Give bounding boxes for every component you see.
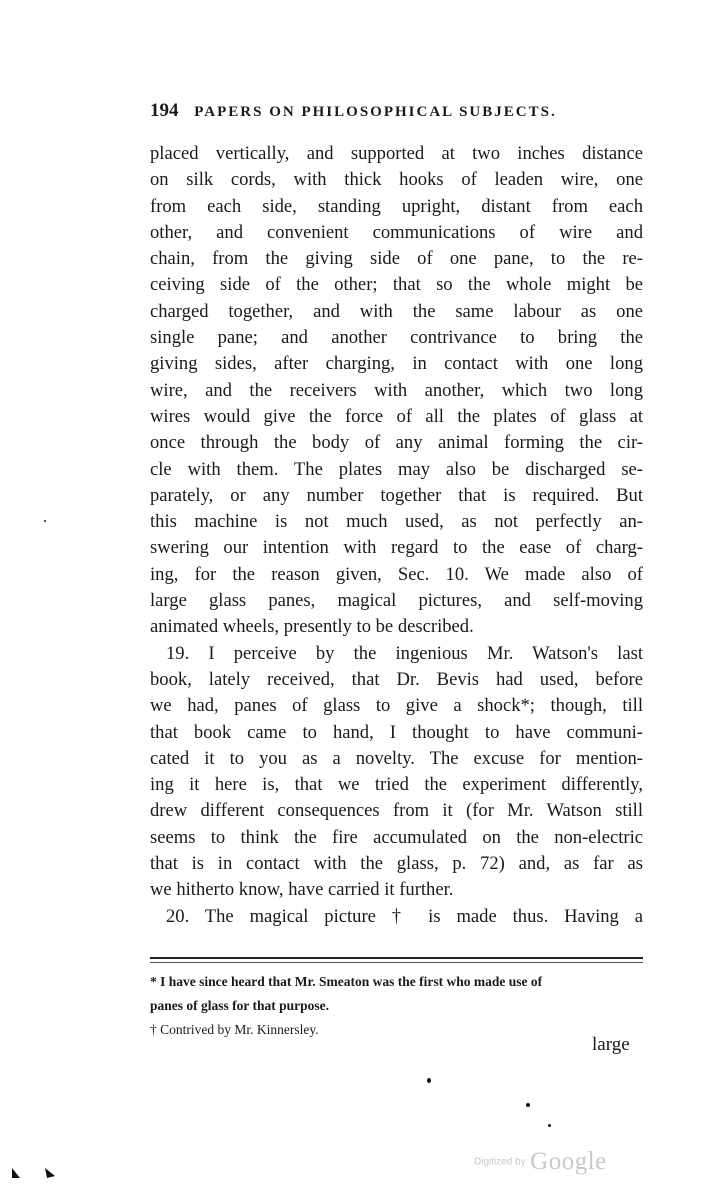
google-wordmark: Google xyxy=(530,1148,607,1175)
text-line: parately, or any number together that is required. But xyxy=(150,484,643,506)
footnote-rule-secondary xyxy=(150,962,643,963)
ink-speck xyxy=(427,1078,431,1083)
text-line: we hitherto know, have carried it further. xyxy=(150,879,454,901)
corner-mark-right xyxy=(43,1166,57,1180)
body-text xyxy=(150,141,643,930)
text-line: cated it to you as a novelty. The excuse for mention- xyxy=(150,747,643,769)
text-line: placed vertically, and supported at two inches distance xyxy=(150,143,643,164)
text-line: wire, and the receivers with another, which two long xyxy=(150,379,643,401)
paragraph-20-start: 20. The magical picture † is made thus. Having a xyxy=(166,905,643,927)
footnote-star: * I have since heard that Mr. Smeaton was the first who made use of xyxy=(150,974,543,989)
text-line: ceiving side of the other; that so the whole might be xyxy=(150,274,643,296)
text-line: giving sides, after charging, in contact with one long xyxy=(150,353,643,375)
footnote-rule xyxy=(150,957,643,959)
footnote-dagger: † Contrived by Mr. Kinnersley. xyxy=(150,1022,319,1037)
text-line: chain, from the giving side of one pane, to the re- xyxy=(150,248,643,270)
paragraph-19-start: 19. I perceive by the ingenious Mr. Watson's last xyxy=(166,642,643,664)
text-line: cle with them. The plates may also be discharged se- xyxy=(150,458,643,480)
text-line: from each side, standing upright, distant from each xyxy=(150,195,643,217)
text-line: that book came to hand, I thought to have communi- xyxy=(150,721,643,743)
text-line: book, lately received, that Dr. Bevis had used, before xyxy=(150,668,643,690)
footnote-star-continued: panes of glass for that purpose. xyxy=(150,998,330,1013)
corner-mark-left xyxy=(10,1166,22,1180)
text-line: we had, panes of glass to give a shock*; though, till xyxy=(150,695,643,717)
digitized-by-label: Digitized by xyxy=(474,1156,526,1168)
text-line: this machine is not much used, as not perfectly an- xyxy=(150,511,643,533)
ink-speck xyxy=(44,520,46,522)
text-line: wires would give the force of all the plates of glass at xyxy=(150,405,643,427)
text-line: swering our intention with regard to the ease of charg- xyxy=(150,537,643,559)
text-line: once through the body of any animal forming the cir- xyxy=(150,432,643,454)
digitized-watermark xyxy=(474,1148,607,1176)
running-head xyxy=(150,100,650,122)
text-line: that is in contact with the glass, p. 72) and, as far as xyxy=(150,853,643,875)
text-line: drew different consequences from it (for Mr. Watson still xyxy=(150,800,643,822)
text-line: animated wheels, presently to be described. xyxy=(150,616,474,638)
ink-speck xyxy=(526,1103,530,1107)
catchword: large xyxy=(592,1034,630,1055)
text-line: ing, for the reason given, Sec. 10. We made also of xyxy=(150,563,643,585)
text-line: on silk cords, with thick hooks of leaden wire, one xyxy=(150,169,643,191)
text-line: large glass panes, magical pictures, and self-moving xyxy=(150,590,643,612)
text-line: other, and convenient communications of wire and xyxy=(150,221,643,243)
text-line: charged together, and with the same labour as one xyxy=(150,300,643,322)
text-line: ing it here is, that we tried the experiment differently, xyxy=(150,774,643,796)
text-line: seems to think the fire accumulated on the non-electric xyxy=(150,826,643,848)
ink-speck xyxy=(548,1124,551,1127)
running-title: PAPERS ON PHILOSOPHICAL SUBJECTS. xyxy=(194,104,557,120)
text-line: single pane; and another contrivance to bring the xyxy=(150,327,643,349)
page-number: 194 xyxy=(150,100,179,121)
footnotes xyxy=(150,970,643,1042)
